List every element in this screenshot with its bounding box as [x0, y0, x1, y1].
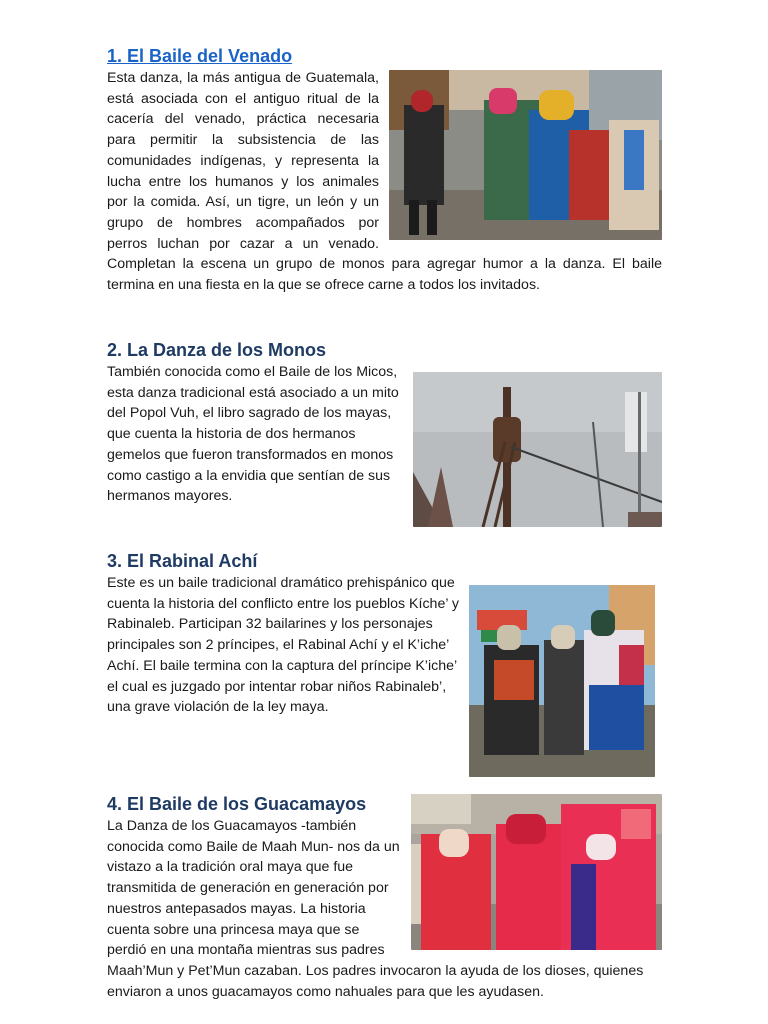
section-body: La Danza de los Guacamayos -también conocida como Baile de Maah Mun- nos da un vistazo a la tradición oral maya que fue transmitida de generación en generación por nuestros antepasados mayas. La historia cuenta sobre una princesa maya que se perdió en una montaña mientras sus padres Maah’Mun y Pet’Mun cazaban. Los padres invocaron la ayuda de los dioses, quienes enviaron a unos guacamayos como nahuales para que les ayudasen. [107, 818, 644, 1000]
guacamayos-dance-photo [411, 794, 662, 950]
section-baile-de-los-guacamayos [107, 792, 662, 1002]
section-title: 2. La Danza de los Monos [107, 340, 327, 360]
rabinal-achi-photo [469, 585, 655, 777]
section-baile-del-venado [107, 44, 662, 296]
venado-dance-photo [389, 70, 662, 240]
section-title: 4. El Baile de los Guacamayos [107, 794, 367, 814]
section-title-link[interactable]: 1. El Baile del Venado [107, 46, 293, 66]
section-body: También conocida como el Baile de los Micos, esta danza tradicional está asociado a un mito del Popol Vuh, el libro sagrado de los mayas, que cuenta la historia de dos hermanos gemelos que fueron transformados en monos como castigo a la envidia que sentían de sus hermanos mayores. [107, 364, 399, 505]
section-body: Este es un baile tradicional dramático prehispánico que cuenta la historia del conflicto entre los pueblos Kíche’ y Rabinaleb. Participan 32 bailarines y los personajes principales son 2 príncipes, el Rabinal Achí y el K’iche’ Achí. El baile termina con la captura del príncipe K’iche’ el cual es juzgado por intentar robar niños Rabinaleb’, una grave violación de la ley maya. [107, 575, 459, 716]
section-danza-de-los-monos [107, 338, 662, 527]
section-body: Esta danza, la más antigua de Guatemala, está asociada con el antiguo ritual de la cacería del venado, práctica necesaria para permitir la subsistencia de las comunidades indígenas, y representa la lucha entre los humanos y los animales por la comida. Así, un tigre, un león y un grupo de hombres acompañados por perros luchan por cazar a un venado. Completan la escena un grupo de monos para agregar humor a la danza. El baile termina en una fiesta en la que se ofrece carne a todos los invitados. [107, 70, 662, 294]
section-rabinal-achi [107, 549, 662, 777]
section-title: 3. El Rabinal Achí [107, 551, 258, 571]
monos-pole-photo [413, 372, 662, 527]
